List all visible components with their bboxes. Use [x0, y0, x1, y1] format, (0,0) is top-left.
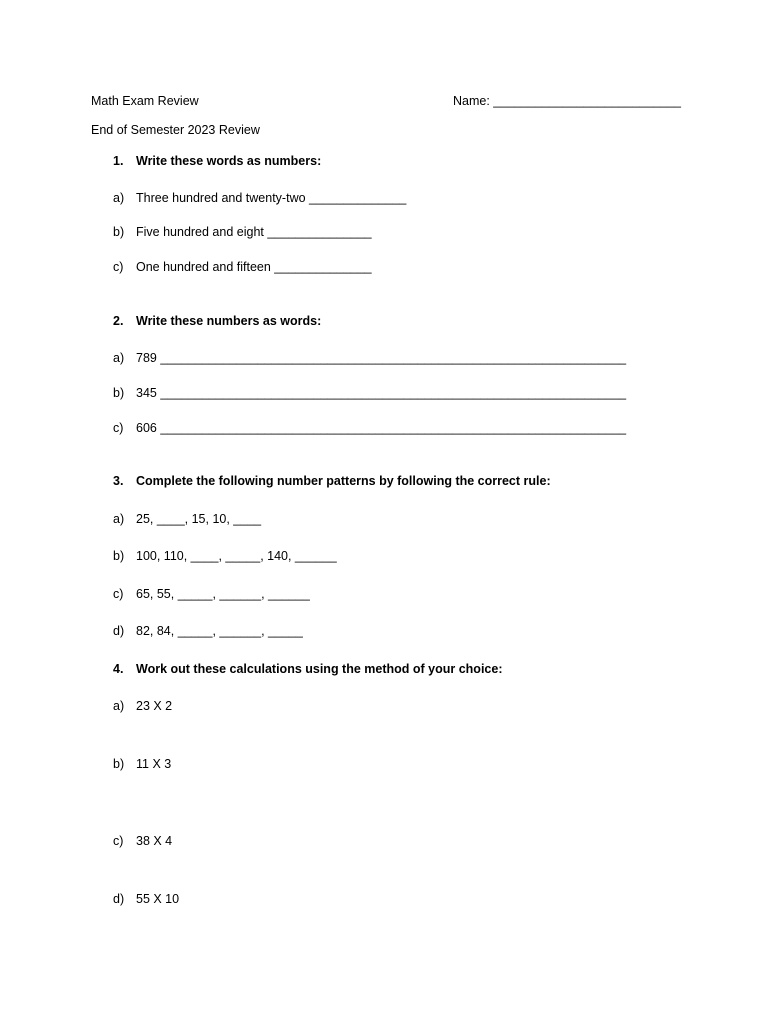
q2-item-c-marker: c) — [113, 421, 124, 435]
q1-item-b-marker: b) — [113, 225, 125, 239]
q2-item-a[interactable]: 789 ___________________________________________________________________ — [136, 351, 627, 365]
document-subtitle: End of Semester 2023 Review — [91, 123, 260, 137]
q4-item-b-marker: b) — [113, 757, 125, 771]
q3-item-d[interactable]: 82, 84, _____, ______, _____ — [136, 624, 303, 638]
q3-item-a[interactable]: 25, ____, 15, 10, ____ — [136, 512, 262, 526]
question-2-number: 2. — [113, 314, 124, 328]
question-3-number: 3. — [113, 474, 124, 488]
q1-item-c[interactable]: One hundred and fifteen ______________ — [136, 260, 372, 274]
question-4-number: 4. — [113, 662, 124, 676]
q1-item-a-marker: a) — [113, 191, 125, 205]
q1-item-a[interactable]: Three hundred and twenty-two ______________ — [136, 191, 407, 205]
question-4-text: Work out these calculations using the method of your choice: — [136, 662, 503, 676]
question-2-text: Write these numbers as words: — [136, 314, 322, 328]
q4-item-d: 55 X 10 — [136, 892, 180, 906]
q4-item-c-marker: c) — [113, 834, 124, 848]
q2-item-c[interactable]: 606 ___________________________________________________________________ — [136, 421, 627, 435]
q1-item-c-marker: c) — [113, 260, 124, 274]
question-1-text: Write these words as numbers: — [136, 154, 322, 168]
q4-item-c: 38 X 4 — [136, 834, 173, 848]
q2-item-b-marker: b) — [113, 386, 125, 400]
q3-item-c[interactable]: 65, 55, _____, ______, ______ — [136, 587, 310, 601]
q4-item-a: 23 X 2 — [136, 699, 173, 713]
q3-item-c-marker: c) — [113, 587, 124, 601]
q2-item-b[interactable]: 345 ___________________________________________________________________ — [136, 386, 627, 400]
q3-item-a-marker: a) — [113, 512, 125, 526]
q3-item-d-marker: d) — [113, 624, 125, 638]
question-3-text: Complete the following number patterns by following the correct rule: — [136, 474, 551, 488]
q3-item-b-marker: b) — [113, 549, 125, 563]
q3-item-b[interactable]: 100, 110, ____, _____, 140, ______ — [136, 549, 337, 563]
question-1-number: 1. — [113, 154, 124, 168]
q4-item-d-marker: d) — [113, 892, 125, 906]
q4-item-b: 11 X 3 — [136, 757, 172, 771]
q4-item-a-marker: a) — [113, 699, 125, 713]
document-title: Math Exam Review — [91, 94, 199, 108]
q2-item-a-marker: a) — [113, 351, 125, 365]
q1-item-b[interactable]: Five hundred and eight _______________ — [136, 225, 372, 239]
name-field[interactable]: Name: ___________________________ — [453, 94, 681, 108]
